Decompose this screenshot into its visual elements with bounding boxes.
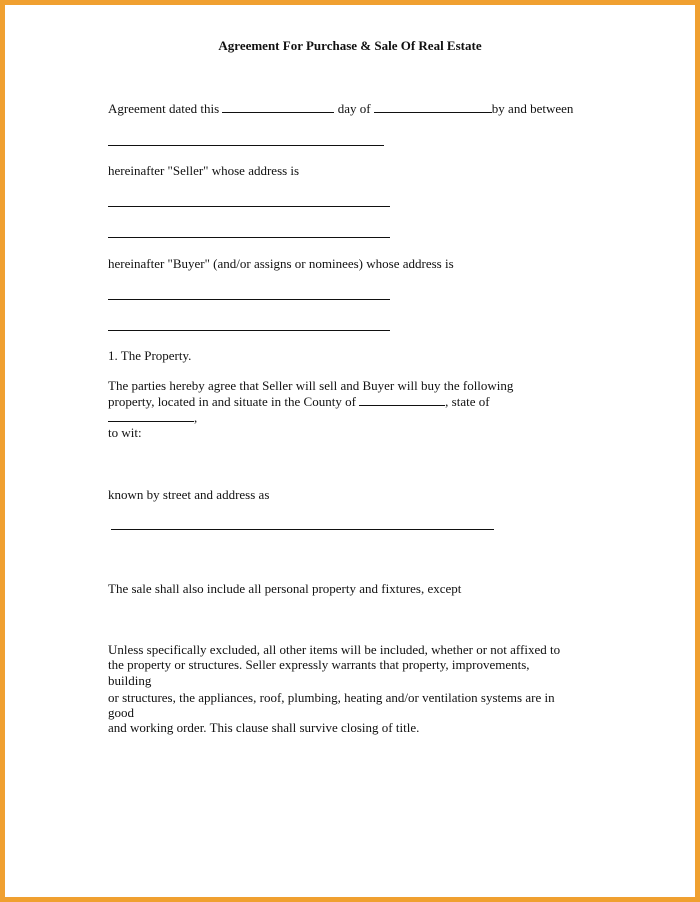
paragraph-2-line-3: building <box>108 673 152 688</box>
to-wit-label: to wit: <box>108 425 142 440</box>
paragraph-2-line-5: good <box>108 705 134 720</box>
state-blank[interactable] <box>108 410 194 422</box>
date-blank[interactable] <box>222 101 334 113</box>
comma-text: , <box>194 410 198 425</box>
paragraph-1-line-2 <box>108 394 490 410</box>
agreement-dated-line <box>108 101 573 117</box>
paragraph-1-line-1: The parties hereby agree that Seller will sell and Buyer will buy the following <box>108 378 514 393</box>
by-and-between-label: by and between <box>491 101 574 116</box>
paragraph-2-line-2: the property or structures. Seller expressly warrants that property, improvements, <box>108 657 530 672</box>
seller-address-blank-1[interactable] <box>108 206 390 207</box>
paragraph-2-line-4: or structures, the appliances, roof, plumbing, heating and/or ventilation systems are in <box>108 690 555 705</box>
seller-intro: hereinafter "Seller" whose address is <box>108 163 300 178</box>
buyer-address-blank-1[interactable] <box>108 299 390 300</box>
paragraph-2-line-1: Unless specifically excluded, all other items will be included, whether or not affixed to <box>108 642 561 657</box>
sale-include-text: The sale shall also include all personal property and fixtures, except <box>108 581 462 596</box>
month-blank[interactable] <box>374 101 492 113</box>
known-by-label: known by street and address as <box>108 487 270 502</box>
county-blank[interactable] <box>359 394 445 406</box>
section-1-heading: 1. The Property. <box>108 348 192 363</box>
party-name-blank[interactable] <box>108 145 384 146</box>
paragraph-2-line-6: and working order. This clause shall survive closing of title. <box>108 720 420 735</box>
agreement-dated-label: Agreement dated this <box>108 101 220 116</box>
street-address-blank[interactable] <box>111 529 494 530</box>
seller-address-blank-2[interactable] <box>108 237 390 238</box>
buyer-address-blank-2[interactable] <box>108 330 390 331</box>
document-title: Agreement For Purchase & Sale Of Real Estate <box>218 38 482 53</box>
state-label: , state of <box>445 394 490 409</box>
paragraph-1-line-3 <box>108 410 197 426</box>
county-label: property, located in and situate in the County of <box>108 394 356 409</box>
buyer-intro: hereinafter "Buyer" (and/or assigns or nominees) whose address is <box>108 256 454 271</box>
day-of-label: day of <box>337 101 371 116</box>
